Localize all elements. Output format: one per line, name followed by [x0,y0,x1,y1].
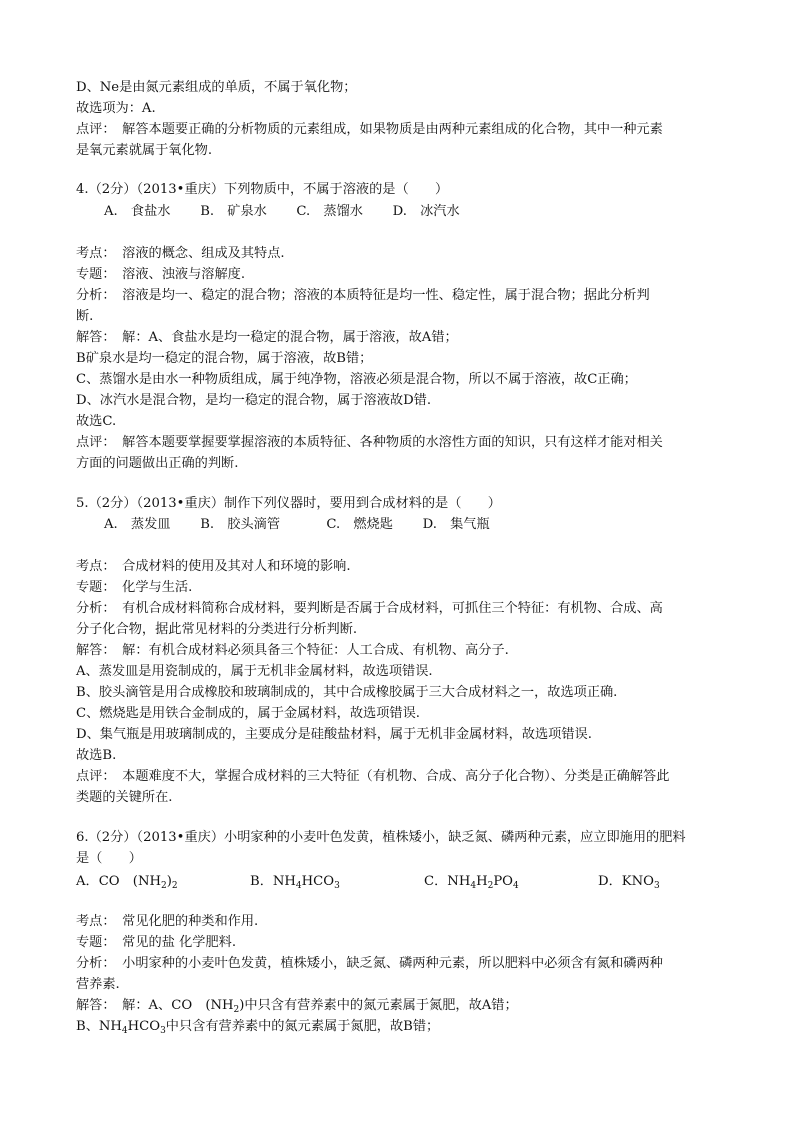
text-line: 是氧元素就属于氧化物. [76,143,213,158]
question-5-stem: 5.（2分）（2013•重庆）制作下列仪器时，要用到合成材料的是（ ） [76,496,501,511]
text-line: 断. [76,309,94,324]
fenxi-line: 分析： 小明家种的小麦叶色发黄，植株矮小，缺乏氮、磷两种元素，所以肥料中必须含有氮和磷两种 [76,956,663,971]
text-line: 类题的关键所在. [76,790,173,805]
comment-line: 点评： 解答本题要掌握要掌握溶液的本质特征、各种物质的水溶性方面的知识，只有这样才能对相关 [76,435,663,450]
subscript: 4 [513,881,519,891]
formula-text: C．NH [424,874,471,889]
question-6-stem: 6.（2分）（2013•重庆）小明家种的小麦叶色发黄，植株矮小，缺乏氮、磷两种元素，应立即施用的肥料 [76,830,686,845]
formula-text: HCO [127,1019,161,1034]
formula-text: 解答： 解：A、CO (NH [76,998,234,1013]
formula-text: ) [166,874,172,889]
text-line: D、集气瓶是用玻璃制成的，主要成分是硅酸盐材料，属于无机非金属材料，故选项错误. [76,727,592,742]
text-line: B、胶头滴管是用合成橡胶和玻璃制成的，其中合成橡胶属于三大合成材料之一，故选项正确. [76,685,618,700]
kaodian-line: 考点： 合成材料的使用及其对人和环境的影响. [76,559,351,574]
question-4-stem: 4.（2分）（2013•重庆）下列物质中，不属于溶液的是（ ） [76,182,449,197]
zhuanti-line: 专题： 常见的盐 化学肥料. [76,935,237,950]
text-line: 故选项为：A. [76,101,156,116]
option-a: A. 食盐水 [104,204,171,219]
subscript: 2 [233,1005,240,1015]
answer-line: 故选B. [76,748,117,763]
option-a [76,872,226,892]
formula-text: )中只含有营养素中的氮元素属于氮肥，故A错； [239,998,518,1013]
subscript: 3 [653,881,660,891]
option-b: B. 矿泉水 [200,204,267,219]
text-line: A、蒸发皿是用瓷制成的，属于无机非金属材料，故选项错误. [76,664,433,679]
text-line: D、冰汽水是混合物，是均一稳定的混合物，属于溶液故D错. [76,393,432,408]
answer-line: 故选C. [76,414,117,429]
formula-text: PO [493,874,513,889]
kaodian-line: 考点： 溶液的概念、组成及其特点. [76,246,285,261]
text-line: B矿泉水是均一稳定的混合物，属于溶液，故B错； [76,351,373,366]
kaodian-line: 考点： 常见化肥的种类和作用. [76,914,259,929]
option-c: C. 燃烧匙 [326,517,393,532]
option-d: D. 冰汽水 [392,204,460,219]
option-d: D. 集气瓶 [422,517,490,532]
subscript: 4 [295,881,302,891]
text-line [76,1017,726,1037]
subscript: 3 [160,1026,166,1036]
text-line: 分子化合物，据此常见材料的分类进行分析判断. [76,622,358,637]
zhuanti-line: 专题： 化学与生活. [76,580,193,595]
option-a: A. 蒸发皿 [104,517,171,532]
formula-text: D．KNO [598,874,654,889]
fenxi-line: 分析： 有机合成材料简称合成材料，要判断是否属于合成材料，可抓住三个特征：有机物、合成、高 [76,601,663,616]
option-d [598,872,718,892]
subscript: 4 [121,1026,128,1036]
formula-text: A．CO (NH [76,874,161,889]
text-line: 营养素. [76,977,120,992]
jieda-line [76,996,726,1016]
formula-text: H [476,874,488,889]
question-4-options [104,202,754,222]
formula-text: HCO [301,874,335,889]
option-c [424,872,574,892]
subscript: 3 [334,881,340,891]
subscript: 2 [161,881,167,891]
fenxi-line: 分析： 溶液是均一、稳定的混合物；溶液的本质特征是均一性、稳定性，属于混合物；据此分析判 [76,288,650,303]
comment-line: 点评： 本题难度不大，掌握合成材料的三大特征（有机物、合成、高分子化合物）、分类是正确解答此 [76,769,670,784]
question-5-options [104,515,754,535]
text-line: C、蒸馏水是由水一种物质组成，属于纯净物，溶液必须是混合物，所以不属于溶液，故C正确； [76,372,637,387]
text-line: 方面的问题做出正确的判断. [76,456,239,471]
text-line: C、燃烧匙是用铁合金制成的，属于金属材料，故选项错误. [76,706,420,721]
text-line: D、Ne是由氮元素组成的单质，不属于氧化物； [76,80,357,95]
zhuanti-line: 专题： 溶液、浊液与溶解度. [76,267,246,282]
option-c: C. 蒸馏水 [296,204,363,219]
option-b: B. 胶头滴管 [200,517,281,532]
formula-text: 中只含有营养素中的氮元素属于氮肥，故B错； [165,1019,440,1034]
jieda-line: 解答： 解：有机合成材料必须具备三个特征：人工合成、有机物、高分子. [76,643,509,658]
formula-text: B．NH [250,874,296,889]
subscript: 4 [470,881,477,891]
question-6-stem-cont: 是（ ） [76,851,142,866]
option-b [250,872,400,892]
formula-text: B、NH [76,1019,122,1034]
comment-line: 点评： 解答本题要正确的分析物质的元素组成，如果物质是由两种元素组成的化合物，其中一种元素 [76,122,663,137]
subscript: 2 [171,881,178,891]
subscript: 2 [487,881,494,891]
jieda-line: 解答： 解：A、食盐水是均一稳定的混合物，属于溶液，故A错； [76,330,458,345]
